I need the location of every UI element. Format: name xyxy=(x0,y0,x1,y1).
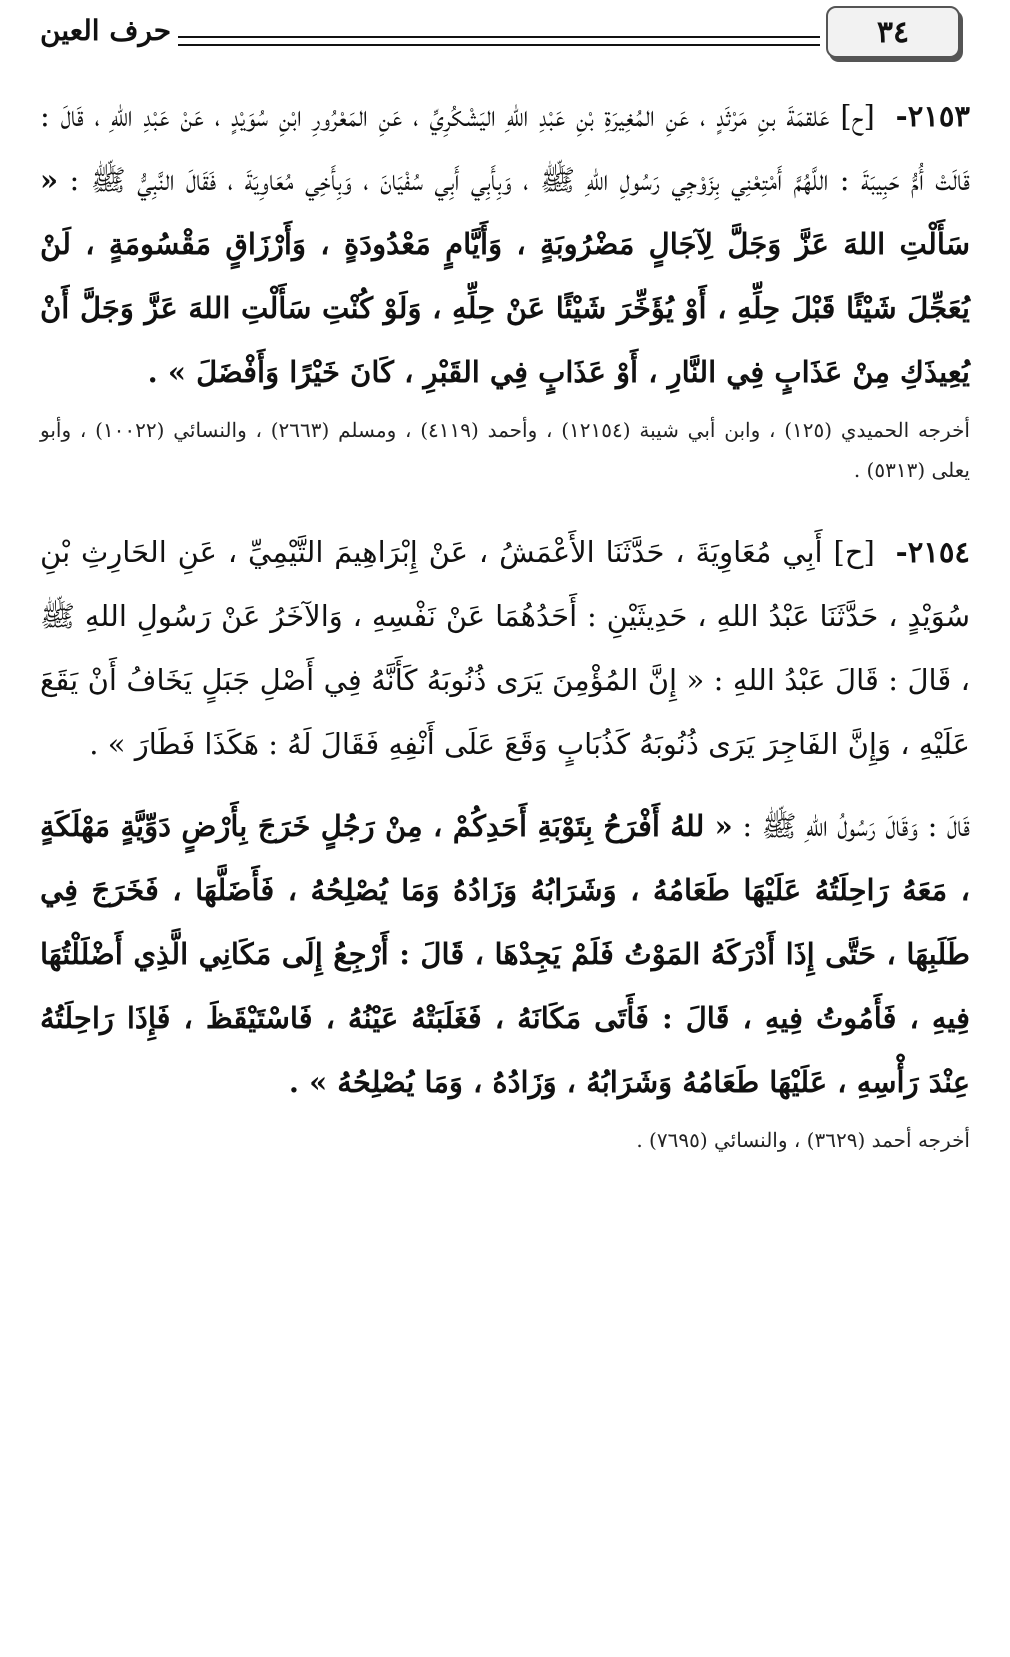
hadith-matn: « سَأَلْتِ اللهَ عَزَّ وَجَلَّ لِآجَالٍ مَضْرُوبَةٍ ، وَأَيَّامٍ مَعْدُودَةٍ ، وَأَرْزَاقٍ مَقْسُومَةٍ ، لَنْ يُعَجِّلَ شَيْئًا قَبْلَ حِلِّهِ ، أَوْ يُؤَخِّرَ شَيْئًا عَنْ حِلِّهِ ، وَلَوْ كُنْتِ سَأَلْتِ اللهَ عَزَّ وَجَلَّ أَنْ يُعِيذَكِ مِنْ عَذَابٍ فِي النَّارِ ، أَوْ عَذَابٍ فِي القَبْرِ ، كَانَ خَيْرًا وَأَفْضَلَ » . xyxy=(40,163,970,389)
hadith-2154-second xyxy=(40,794,970,1114)
hadith-number: ٢١٥٣- xyxy=(895,99,970,133)
page-content xyxy=(40,84,970,1160)
page-number: ٣٤ xyxy=(826,6,960,58)
hadith-number: ٢١٥٤- xyxy=(895,535,971,569)
hadith-matn: « للهُ أَفْرَحُ بِتَوْبَةِ أَحَدِكُمْ ، مِنْ رَجُلٍ خَرَجَ بِأَرْضٍ دَوِّيَّةٍ مَهْلَكَةٍ ، مَعَهُ رَاحِلَتُهُ عَلَيْهَا طَعَامُهُ ، وَشَرَابُهُ وَزَادُهُ وَمَا يُصْلِحُهُ ، فَأَضَلَّهَا ، فَخَرَجَ فِي طَلَبِهَا ، حَتَّى إِذَا أَدْرَكَهُ المَوْتُ فَلَمْ يَجِدْهَا ، قَالَ : أَرْجِعُ إِلَى مَكَانِي الَّذِي أَضْلَلْتُهَا فِيهِ ، فَأَمُوتُ فِيهِ ، قَالَ : فَأَتَى مَكَانَهُ ، فَغَلَبَتْهُ عَيْنُهُ ، فَاسْتَيْقَظَ ، فَإِذَا رَاحِلَتُهُ عِنْدَ رَأْسِهِ ، عَلَيْهَا طَعَامُهُ وَشَرَابُهُ ، وَزَادُهُ ، وَمَا يُصْلِحُهُ » . xyxy=(40,809,970,1099)
header-rule xyxy=(178,36,820,46)
section-gap xyxy=(40,490,970,520)
book-page xyxy=(40,0,970,1657)
hadith-intro: قَالَ : وَقَالَ رَسُولُ اللهِ ﷺ : xyxy=(742,809,971,843)
hadith-2153 xyxy=(40,84,970,404)
page-header xyxy=(40,6,970,70)
hadith-isnad: [ح] عَلقمَةَ بنِ مَرْثَدٍ ، عَنِ المُغِيرَةِ بْنِ عَبْدِ اللهِ اليَشْكُرِيِّ ، عَنِ المَعْرُورِ ابْنِ سُوَيْدٍ ، عَنْ عَبْدِ اللهِ ، قَالَ : قَالَتْ أُمُّ حَبِيبَةَ : اللَّهُمَّ أَمْتِعْنِي بِزَوْجِي رَسُولِ اللهِ ﷺ ، وَبِأَبِي أَبِي سُفْيَانَ ، وَبِأَخِي مُعَاوِيَةَ ، فَقَالَ النَّبِيُّ ﷺ : xyxy=(40,99,970,197)
section-gap xyxy=(40,776,970,794)
hadith-text: [ح] أَبِي مُعَاوِيَةَ ، حَدَّثَنَا الأَعْمَشُ ، عَنْ إِبْرَاهِيمَ التَّيْمِيِّ ، عَنِ الحَارِثِ بْنِ سُوَيْدٍ ، حَدَّثَنَا عَبْدُ اللهِ ، حَدِيثَيْنِ : أَحَدُهُمَا عَنْ نَفْسِهِ ، وَالآخَرُ عَنْ رَسُولِ اللهِ ﷺ ، قَالَ : قَالَ عَبْدُ اللهِ : « إِنَّ المُؤْمِنَ يَرَى ذُنُوبَهُ كَأَنَّهُ فِي أَصْلِ جَبَلٍ يَخَافُ أَنْ يَقَعَ عَلَيْهِ ، وَإِنَّ الفَاجِرَ يَرَى ذُنُوبَهُ كَذُبَابٍ وَقَعَ عَلَى أَنْفِهِ فَقَالَ لَهُ : هَكَذَا فَطَارَ » . xyxy=(40,535,970,761)
hadith-2154 xyxy=(40,520,970,776)
chapter-title: حرف العين xyxy=(40,14,172,47)
takhrij-note: أخرجه الحميدي (١٢٥) ، وابن أبي شيبة (١٢١٥٤) ، وأحمد (٤١١٩) ، ومسلم (٢٦٦٣) ، والنسائي (١٠٠٢٢) ، وأبو يعلى (٥٣١٣) . xyxy=(40,418,970,482)
takhrij-note: أخرجه أحمد (٣٦٢٩) ، والنسائي (٧٦٩٥) . xyxy=(636,1128,970,1152)
